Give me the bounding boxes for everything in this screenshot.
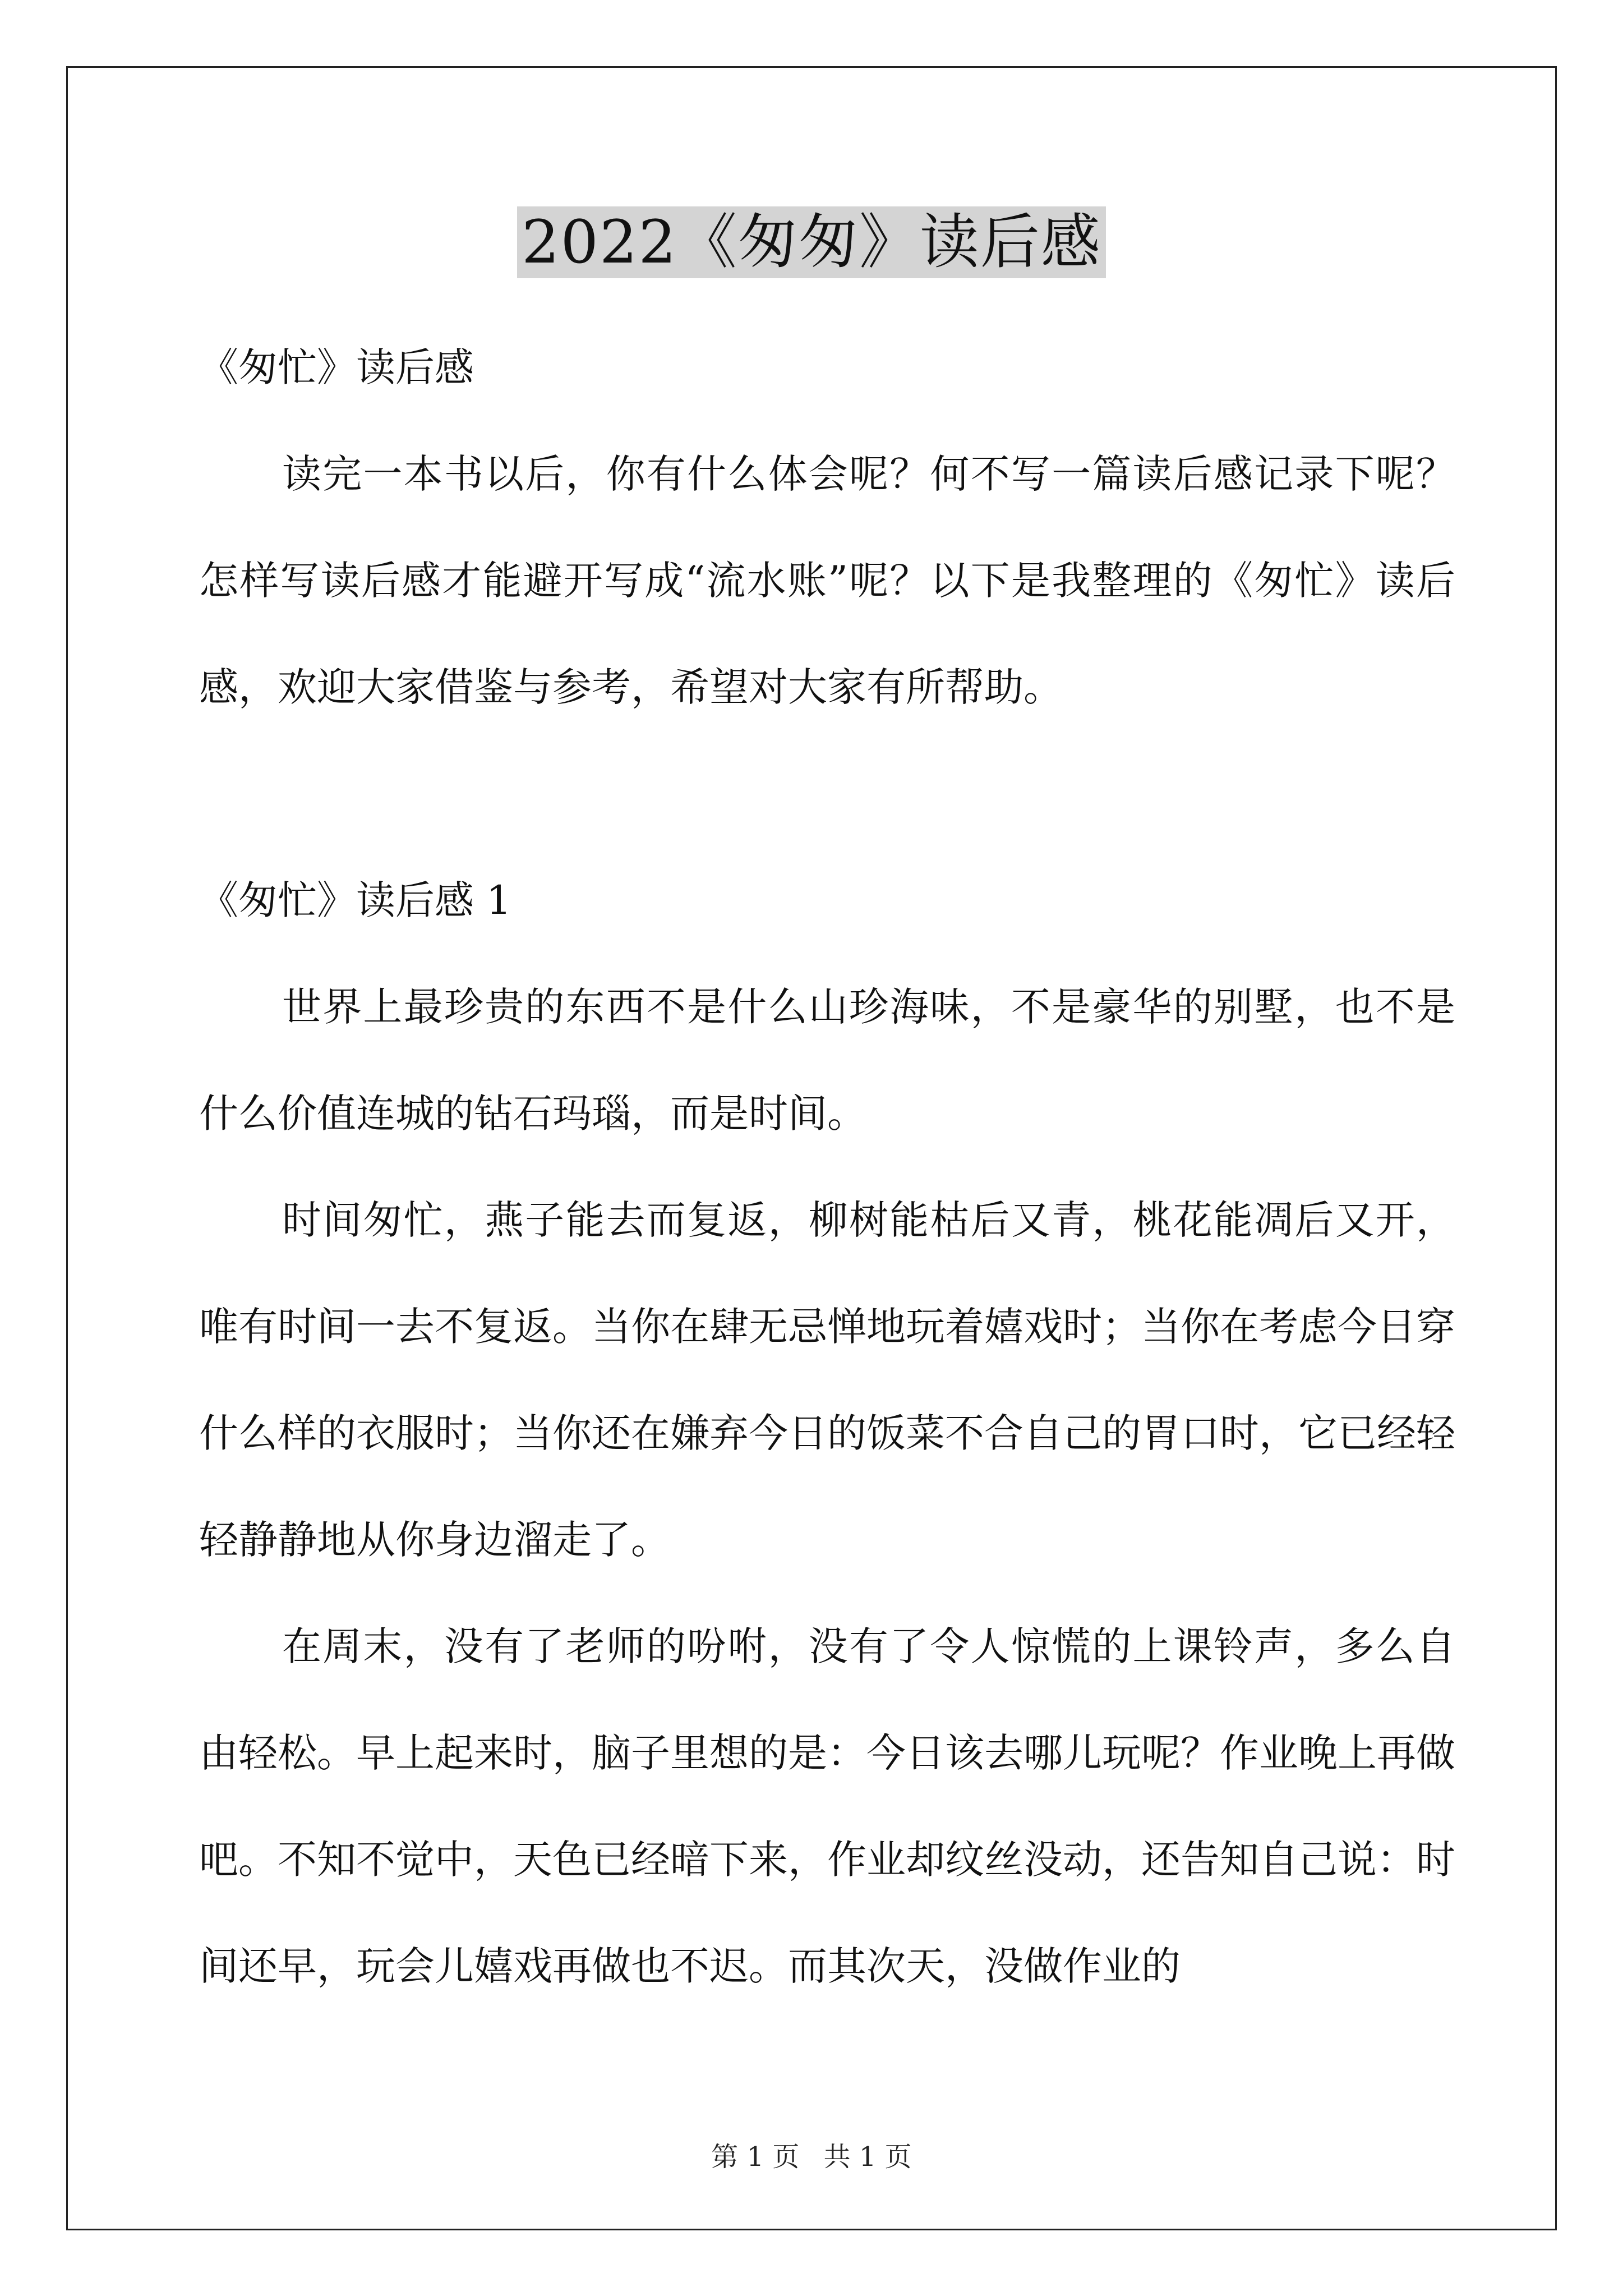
intro-heading: 《匆忙》读后感 bbox=[199, 344, 474, 390]
page-footer bbox=[0, 2135, 1623, 2174]
body-paragraph-3: 在周末，没有了老师的吩咐，没有了令人惊慌的上课铃声，多么自由轻松。早上起来时，脑子里想的是：今日该去哪儿玩呢？作业晚上再做吧。不知不觉中，天色已经暗下来，作业却纹丝没动，还告知自己说：时间还早，玩会儿嬉戏再做也不迟。而其次天，没做作业的 bbox=[199, 1623, 1455, 1989]
section-heading: 《匆忙》读后感 1 bbox=[199, 877, 511, 923]
page-total: 共 1 页 bbox=[823, 2141, 912, 2173]
body-paragraph-2: 时间匆忙，燕子能去而复返，柳树能枯后又青，桃花能凋后又开，唯有时间一去不复返。当你在肆无忌惮地玩着嬉戏时；当你在考虑今日穿什么样的衣服时；当你还在嫌弃今日的饭菜不合自己的胃口时，它已经轻轻静静地从你身边溜走了。 bbox=[199, 1197, 1455, 1563]
section-spacer bbox=[199, 740, 1455, 847]
document-title: 2022《匆匆》读后感 bbox=[517, 206, 1106, 278]
document-body bbox=[199, 314, 1455, 2019]
title-container bbox=[0, 206, 1623, 278]
body-paragraph-1: 世界上最珍贵的东西不是什么山珍海味，不是豪华的别墅，也不是什么价值连城的钻石玛瑙，而是时间。 bbox=[199, 984, 1455, 1137]
intro-paragraph: 读完一本书以后，你有什么体会呢？何不写一篇读后感记录下呢？怎样写读后感才能避开写成“流水账”呢？以下是我整理的《匆忙》读后感，欢迎大家借鉴与参考，希望对大家有所帮助。 bbox=[199, 451, 1455, 710]
page-number: 第 1 页 bbox=[711, 2141, 800, 2173]
